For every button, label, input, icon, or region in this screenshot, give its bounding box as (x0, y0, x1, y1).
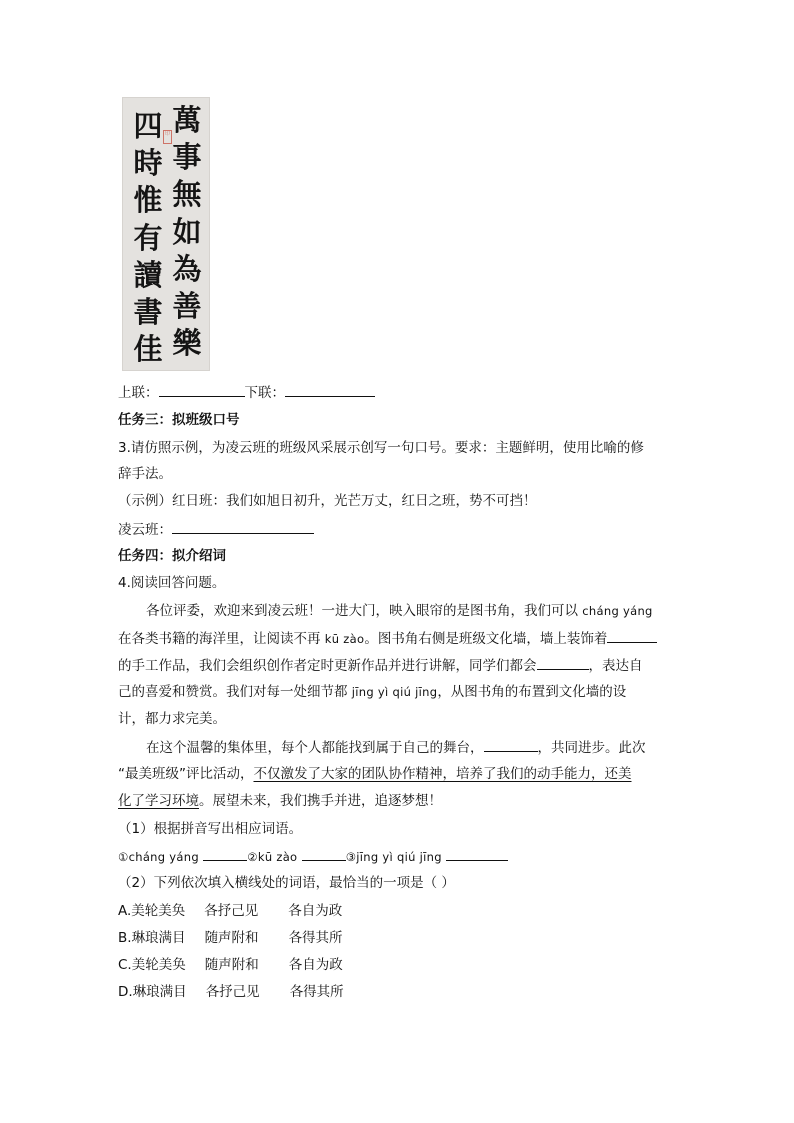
task3-question-line2: 辞手法。 (118, 466, 172, 482)
couplet-character: 讀 (133, 257, 163, 292)
option-word-1: 琳琅满目 (131, 930, 186, 946)
couplet-character: 善 (172, 289, 202, 324)
option-word-3: 各自为政 (288, 957, 343, 973)
task4-heading: 任务四：拟介绍词 (118, 548, 226, 564)
option-word-1: 琳琅满目 (132, 984, 187, 1000)
pinyin-kuzao: kū zào (324, 632, 365, 646)
passage-p1-line5: 计，都力求完美。 (118, 711, 226, 727)
sub-question-1-label: （1）根据拼音写出相应词语。 (118, 821, 303, 837)
passage-text: ，从图书角的布置到文化墙的设 (437, 684, 627, 700)
option-word-2: 随声附和 (204, 930, 259, 946)
pinyin-item-c: ③jīng yì qiú jīng (345, 850, 442, 864)
pinyin-jingyiqiujing: jīng yì qiú jīng (351, 685, 438, 699)
couplet-character: 事 (172, 140, 202, 175)
passage-text: “最美班级”评比活动， (118, 766, 254, 782)
option-word-1: 美轮美奂 (131, 903, 186, 919)
passage-p2-line1 (118, 737, 646, 758)
sub-question-2-label: （2）下列依次填入横线处的词语，最恰当的一项是（ ） (118, 875, 455, 891)
passage-text: 在这个温馨的集体里，每个人都能找到属于自己的舞台， (146, 740, 484, 756)
passage-text: 。展望未来，我们携手并进，追逐梦想！ (199, 793, 442, 809)
passage-blank-1[interactable] (607, 628, 657, 643)
passage-blank-3[interactable] (484, 737, 538, 752)
seal-text: 印 (164, 131, 170, 137)
passage-blank-2[interactable] (537, 655, 589, 670)
lower-couplet-label: 下联： (244, 385, 285, 401)
couplet-character: 佳 (133, 332, 163, 367)
option-word-3: 各得其所 (289, 984, 344, 1000)
task3-example: （示例）红日班：我们如旭日初升，光芒万丈，红日之班，势不可挡！ (118, 493, 537, 509)
option-word-2: 各抒己见 (204, 903, 259, 919)
passage-p2-line3 (118, 791, 442, 811)
task3-question-line1: 3.请仿照示例，为凌云班的班级风采展示创写一句口号。要求：主题鲜明，使用比喻的修 (118, 440, 644, 456)
passage-text: ，表达自 (588, 658, 643, 674)
option-word-2: 各抒己见 (205, 984, 260, 1000)
option-word-1: 美轮美奂 (131, 957, 186, 973)
lower-couplet-blank[interactable] (285, 382, 375, 397)
couplet-character: 萬 (172, 103, 202, 137)
passage-p1-line1 (118, 601, 653, 621)
option-a[interactable] (118, 901, 342, 921)
couplet-character: 為 (172, 251, 202, 286)
passage-text: 己的喜爱和赞赏。我们对每一处细节都 (118, 684, 348, 700)
option-c[interactable] (118, 955, 343, 975)
couplet-character: 時 (133, 146, 163, 181)
couplet-right-column (171, 102, 203, 362)
couplet-character: 如 (172, 214, 202, 249)
passage-text: 在各类书籍的海洋里，让阅读不再 (118, 631, 321, 647)
couplet-character: 無 (172, 177, 202, 212)
pinyin-changyang: cháng yáng (582, 604, 653, 618)
option-b[interactable] (118, 928, 343, 948)
calligraphy-couplet-image (122, 97, 210, 371)
option-word-3: 各自为政 (288, 903, 343, 919)
task4-question: 4.阅读回答问题。 (118, 575, 226, 591)
option-letter: A. (118, 903, 132, 919)
passage-text: 。图书角右侧是班级文化墙，墙上装饰着 (364, 631, 608, 647)
task3-answer-label: 凌云班： (118, 522, 172, 538)
couplet-character: 樂 (172, 326, 202, 361)
option-letter: C. (118, 957, 132, 973)
option-letter: B. (118, 930, 132, 946)
couplet-character: 四 (133, 109, 163, 143)
answer-blank-a[interactable] (203, 846, 247, 861)
underlined-sentence: 不仅激发了大家的团队协作精神，培养了我们的动手能力，还美 (253, 766, 632, 782)
seal-stamp (163, 130, 172, 144)
couplet-character: 書 (133, 295, 163, 330)
sub-question-1-answers (118, 846, 508, 867)
couplet-character: 有 (133, 220, 163, 255)
upper-couplet-label: 上联： (118, 385, 159, 401)
passage-p2-line2 (118, 764, 632, 784)
couplet-left-column (132, 108, 164, 368)
option-word-3: 各得其所 (288, 930, 343, 946)
task3-heading: 任务三：拟班级口号 (118, 412, 240, 428)
task3-answer-line (118, 519, 314, 540)
pinyin-item-b: ②kū zào (247, 850, 298, 864)
task3-answer-blank[interactable] (172, 519, 314, 534)
option-word-2: 随声附和 (204, 957, 259, 973)
couplet-answer-line (118, 382, 375, 403)
passage-text: 各位评委，欢迎来到凌云班！一进大门，映入眼帘的是图书角，我们可以 (146, 603, 578, 619)
option-letter: D. (118, 984, 133, 1000)
passage-p1-line4 (118, 682, 626, 702)
answer-blank-c[interactable] (446, 846, 508, 861)
option-d[interactable] (118, 982, 344, 1002)
underlined-sentence: 化了学习环境 (118, 793, 199, 809)
passage-text: 的手工作品，我们会组织创作者定时更新作品并进行讲解，同学们都会 (118, 658, 537, 674)
pinyin-item-a: ①cháng yáng (118, 850, 199, 864)
passage-text: ，共同进步。此次 (537, 740, 646, 756)
answer-blank-b[interactable] (302, 846, 346, 861)
couplet-character: 惟 (133, 183, 163, 218)
passage-p1-line2 (118, 628, 657, 649)
passage-p1-line3 (118, 655, 643, 676)
upper-couplet-blank[interactable] (159, 382, 245, 397)
